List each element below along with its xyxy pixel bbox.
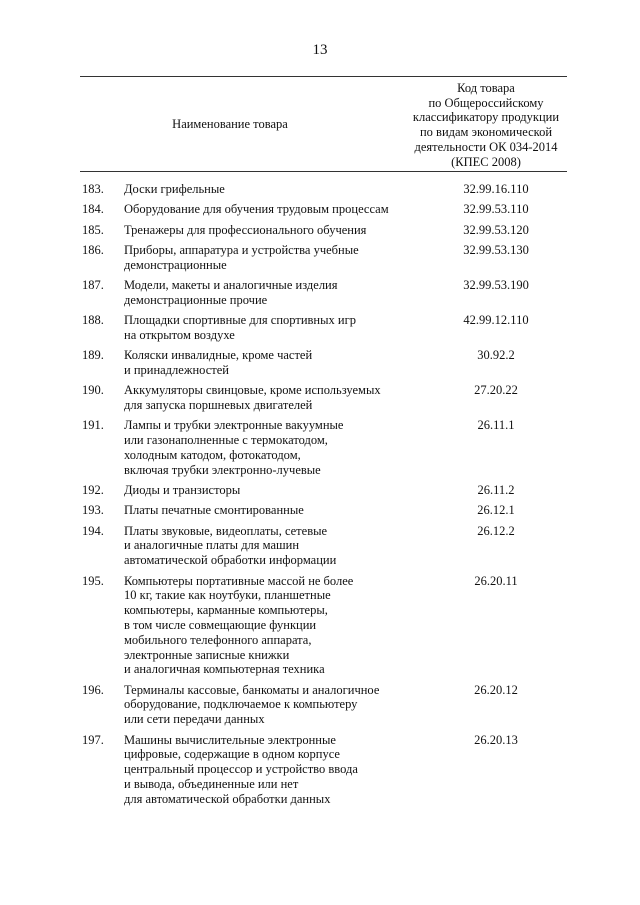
product-code: 26.20.11	[474, 573, 518, 588]
table-row	[0, 503, 640, 518]
product-code: 32.99.16.110	[463, 182, 529, 196]
table-body	[0, 182, 640, 812]
row-number: 184.	[82, 202, 104, 217]
table-row	[0, 733, 640, 807]
header-code-column: Код товара по Общероссийскому классификатору продукции по видам экономической деятельности ОК 034-2014 (КПЕС 2008)	[412, 81, 560, 169]
table-header	[80, 76, 567, 172]
product-code: 32.99.53.120	[463, 222, 529, 237]
row-number: 185.	[82, 222, 104, 237]
table-row	[0, 182, 640, 197]
row-number: 190.	[82, 383, 104, 398]
table-row	[0, 243, 640, 273]
product-name: Приборы, аппаратура и устройства учебные демонстрационные	[124, 242, 359, 272]
table-row	[0, 418, 640, 477]
product-code: 26.11.1	[477, 418, 515, 433]
product-name: Терминалы кассовые, банкоматы и аналогичное оборудование, подключаемое к компьютеру или сети передачи данных	[124, 682, 380, 727]
product-name: Платы печатные смонтированные	[124, 503, 304, 518]
row-number: 195.	[82, 573, 104, 588]
header-name-column: Наименование товара	[172, 117, 288, 131]
product-code: 26.20.13	[474, 732, 518, 747]
table-row	[0, 278, 640, 308]
product-code: 27.20.22	[474, 383, 518, 398]
product-name: Лампы и трубки электронные вакуумные или газонаполненные с термокатодом, холодным катодом, фотокатодом, включая трубки электронно-лучевые	[124, 418, 344, 477]
table-row	[0, 483, 640, 498]
product-name: Площадки спортивные для спортивных игр на открытом воздухе	[124, 313, 356, 342]
product-name: Коляски инвалидные, кроме частей и принадлежностей	[124, 348, 313, 377]
table-row	[0, 313, 640, 343]
table-row	[0, 348, 640, 378]
row-number: 193.	[82, 503, 104, 518]
product-name: Тренажеры для профессионального обучения	[124, 222, 367, 237]
product-name: Диоды и транзисторы	[124, 483, 241, 498]
table-row	[0, 683, 640, 727]
row-number: 197.	[82, 732, 104, 747]
table-row	[0, 223, 640, 238]
product-code: 32.99.53.190	[463, 277, 529, 292]
product-name: Оборудование для обучения трудовым процессам	[124, 202, 389, 217]
row-number: 196.	[82, 682, 104, 697]
table-row	[0, 574, 640, 678]
product-name: Компьютеры портативные массой не более 10 кг, такие как ноутбуки, планшетные компьютеры, карманные компьютеры, в том числе совмещающие функции мобильного телефонного аппарата, электронные записные книжки и аналогичная компьютерная техника	[124, 573, 354, 677]
table-row	[0, 202, 640, 217]
product-code: 26.12.1	[477, 503, 515, 518]
product-name: Модели, макеты и аналогичные изделия демонстрационные прочие	[124, 277, 338, 307]
product-name: Платы звуковые, видеоплаты, сетевые и аналогичные платы для машин автоматической обработки информации	[124, 523, 337, 568]
row-number: 183.	[82, 182, 104, 196]
row-number: 187.	[82, 277, 104, 292]
table-row	[0, 383, 640, 413]
product-name: Доски грифельные	[124, 182, 225, 196]
product-code: 30.92.2	[477, 348, 515, 363]
product-name: Машины вычислительные электронные цифровые, содержащие в одном корпусе центральный процессор и устройство ввода и вывода, объединенные или нет для автоматической обработки данных	[124, 732, 358, 806]
row-number: 191.	[82, 418, 104, 433]
product-code: 26.12.2	[477, 523, 515, 538]
product-code: 32.99.53.110	[463, 202, 529, 217]
product-name: Аккумуляторы свинцовые, кроме используемых для запуска поршневых двигателей	[124, 383, 381, 413]
product-code: 26.20.12	[474, 682, 518, 697]
row-number: 192.	[82, 483, 104, 498]
product-code: 26.11.2	[477, 483, 515, 498]
row-number: 189.	[82, 348, 104, 363]
page-number: 13	[312, 42, 328, 58]
table-row	[0, 524, 640, 568]
product-code: 42.99.12.110	[463, 313, 529, 328]
row-number: 194.	[82, 523, 104, 538]
row-number: 186.	[82, 242, 104, 257]
row-number: 188.	[82, 313, 104, 328]
product-code: 32.99.53.130	[463, 242, 529, 257]
